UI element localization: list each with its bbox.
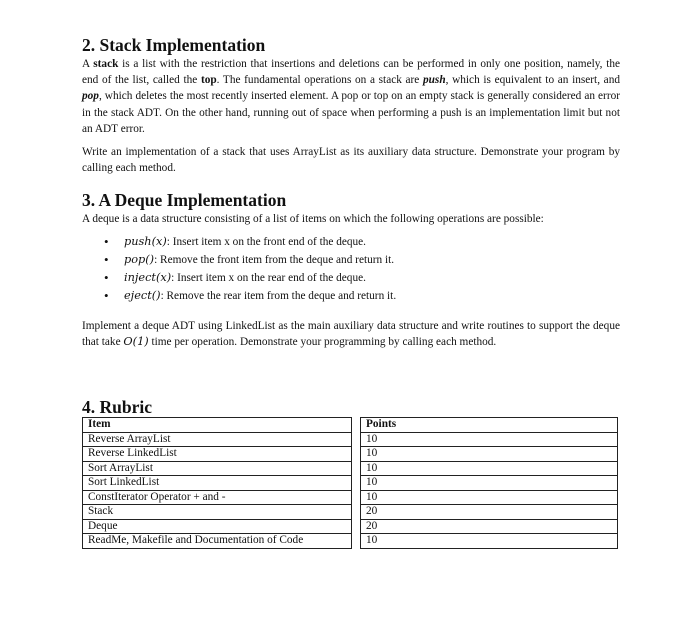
rubric-points-cell: 10 [361,461,618,476]
rubric-points-cell: 10 [361,476,618,491]
rubric-section-heading: 4. Rubric [82,397,152,417]
stack-text-run: , which deletes the most recently inserted element. A pop or top on an empty stack is generally considered an error in the stack ADT. On the other hand, running out of space when performing a push is an implementation limit but not an ADT error. [82,90,620,135]
rubric-column-gap [352,418,361,433]
stack-task-paragraph: Write an implementation of a stack that uses ArrayList as its auxiliary data structure. Demonstrate your program by calling each method. [82,146,620,175]
rubric-column-gap [352,432,361,447]
rubric-points-cell: 10 [361,447,618,462]
rubric-points-cell: 20 [361,505,618,520]
stack-text-run: pop [82,90,99,103]
rubric-table [82,417,618,549]
rubric-row [83,461,618,476]
stack-text-run: , which is equivalent to an insert, and [445,74,620,87]
rubric-header-points: Points [361,418,618,433]
rubric-header-item: Item [83,418,352,433]
deque-operations-list [104,233,396,305]
rubric-column-gap [352,534,361,549]
deque-section-heading: 3. A Deque Implementation [82,190,287,210]
stack-text-run: A [82,58,94,70]
rubric-item-cell: ConstIterator Operator + and - [83,490,352,505]
rubric-points-cell: 10 [361,534,618,549]
deque-operation-item [104,251,396,269]
stack-text-run: push [423,74,446,87]
deque-task-paragraph [82,318,620,350]
rubric-column-gap [352,490,361,505]
operation-signature: inject(x) [124,271,172,284]
rubric-item-cell: Sort ArrayList [83,461,352,476]
rubric-row [83,519,618,534]
rubric-column-gap [352,476,361,491]
rubric-points-cell: 10 [361,490,618,505]
rubric-header-row [83,418,618,433]
rubric-item-cell: ReadMe, Makefile and Documentation of Code [83,534,352,549]
rubric-column-gap [352,461,361,476]
rubric-item-cell: Sort LinkedList [83,476,352,491]
rubric-points-cell: 10 [361,432,618,447]
stack-text-run: stack [93,58,119,70]
operation-description: : Remove the front item from the deque and return it. [154,254,395,266]
operation-description: : Insert item x on the front end of the deque. [166,236,366,248]
rubric-row [83,432,618,447]
rubric-row [83,505,618,520]
rubric-row [83,447,618,462]
rubric-item-cell: Stack [83,505,352,520]
rubric-row [83,534,618,549]
rubric-column-gap [352,447,361,462]
operation-signature: eject() [124,289,161,302]
rubric-column-gap [352,519,361,534]
big-o-notation: O(1) [123,335,149,349]
deque-operation-item [104,233,396,251]
deque-operation-item [104,269,396,287]
operation-signature: push(x) [124,235,167,248]
stack-section-heading: 2. Stack Implementation [82,35,266,55]
rubric-row [83,476,618,491]
rubric-column-gap [352,505,361,520]
operation-description: : Remove the rear item from the deque and return it. [160,290,397,302]
operation-description: : Insert item x on the rear end of the deque. [171,272,366,284]
operation-signature: pop() [124,253,155,266]
deque-task-text-end: time per operation. Demonstrate your programming by calling each method. [148,336,497,349]
stack-description-paragraph [82,56,620,137]
rubric-row [83,490,618,505]
stack-text-run: is a list with the restriction that insertions and deletions can be performed in only one position, namely, the end of the list, called the [82,58,620,87]
rubric-points-cell: 20 [361,519,618,534]
deque-intro-paragraph: A deque is a data structure consisting of a list of items on which the following operations are possible: [82,213,544,225]
deque-operation-item [104,287,396,305]
stack-text-run: . The fundamental operations on a stack are [216,74,423,87]
rubric-item-cell: Deque [83,519,352,534]
rubric-item-cell: Reverse ArrayList [83,432,352,447]
stack-text-run: top [200,74,217,87]
deque-task-text-start: Implement a deque ADT using LinkedList as the main auxiliary data structure and write routines to support the deque that take [82,320,620,349]
rubric-item-cell: Reverse LinkedList [83,447,352,462]
